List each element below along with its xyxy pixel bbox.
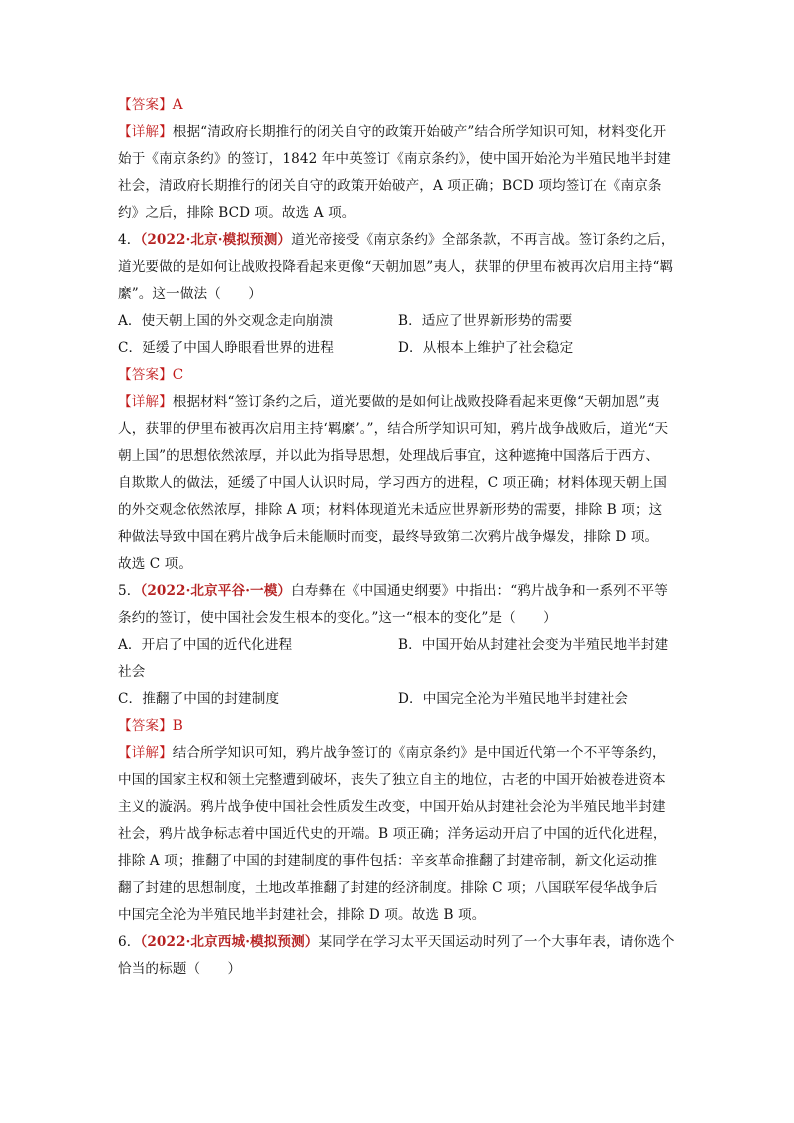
answer-value: C xyxy=(172,367,184,383)
q5-detail-line: 【详解】结合所学知识可知，鸦片战争签订的《南京条约》是中国近代第一个不平等条约， xyxy=(118,745,666,761)
question-source: （2022·北京西城·模拟预测） xyxy=(140,934,319,950)
q4-stem-line: 縻”。这一做法（ ） xyxy=(118,286,262,302)
q4-detail-line: 自欺欺人的做法，延缓了中国人认识时局，学习西方的进程，C 项正确；材料体现天朝上国 xyxy=(118,475,667,491)
question-source: （2022·北京平谷·一模） xyxy=(140,583,292,599)
q5-detail-line: 翻了封建的思想制度，土地改革推翻了封建的经济制度。排除 C 项；八国联军侵华战争后 xyxy=(118,880,658,896)
q4-detail-line: 朝上国”的思想依然浓厚，并以此为指导思想，处理战后事宜，这种遮掩中国落后于西方、 xyxy=(118,448,660,464)
q5-options-row xyxy=(118,632,676,659)
q4-answer xyxy=(118,362,676,389)
answer-tag: 【答案】 xyxy=(118,718,173,734)
option-a: A．开启了中国的近代化进程 xyxy=(118,637,293,653)
question-number: 5． xyxy=(118,583,141,599)
q3-detail-line: 始于《南京条约》的签订，1842 年中英签订《南京条约》，使中国开始沦为半殖民地半封建 xyxy=(118,151,671,167)
option-d: D．从根本上维护了社会稳定 xyxy=(398,340,574,356)
q3-detail-line: 社会，清政府长期推行的闭关自守的政策开始破产，A 项正确；BCD 项均签订在《南京条 xyxy=(118,178,662,194)
q4-detail-line: 种做法导致中国在鸦片战争后未能顺时而变，最终导致第二次鸦片战争爆发，排除 D 项。 xyxy=(118,529,659,545)
q5-detail-line: 排除 A 项；推翻了中国的封建制度的事件包括：辛亥革命推翻了封建帝制，新文化运动推 xyxy=(118,853,658,869)
q5-stem-line: 条约的签订，使中国社会发生根本的变化。”这一“根本的变化”是（ ） xyxy=(118,610,557,626)
option-c: C．延缓了中国人睁眼看世界的进程 xyxy=(118,340,334,356)
q5-detail-line: 主义的漩涡。鸦片战争使中国社会性质发生改变，中国开始从封建社会沦为半殖民地半封建 xyxy=(118,799,666,815)
q5-detail-line: 社会，鸦片战争标志着中国近代史的开端。B 项正确；洋务运动开启了中国的近代化进程， xyxy=(118,826,667,842)
option-d: D．中国完全沦为半殖民地半封建社会 xyxy=(398,691,629,707)
question-number: 4． xyxy=(118,232,141,248)
q4-detail-line: 的外交观念依然浓厚，排除 A 项；材料体现道光未适应世界新形势的需要，排除 B 项；这 xyxy=(118,502,663,518)
q4-detail-line: 故选 C 项。 xyxy=(118,556,193,572)
q6-stem-line: 恰当的标题（ ） xyxy=(118,961,242,977)
question-source: （2022·北京·模拟预测） xyxy=(140,232,292,248)
q5-answer xyxy=(118,713,676,740)
q5-options-row xyxy=(118,686,676,713)
q4-options-row xyxy=(118,335,676,362)
answer-value: A xyxy=(172,97,183,113)
option-b-continued: 社会 xyxy=(118,664,146,680)
q3-detail-line: 约》之后，排除 BCD 项。故选 A 项。 xyxy=(118,205,356,221)
q4-stem: 4．（2022·北京·模拟预测）道光帝接受《南京条约》全部条款，不再言战。签订条约之后， xyxy=(118,232,675,248)
q3-detail-line: 【详解】根据“清政府长期推行的闭关自守的政策开始破产”结合所学知识可知，材料变化开 xyxy=(118,124,667,140)
answer-value: B xyxy=(172,718,183,734)
detail-tag: 【详解】 xyxy=(118,394,173,410)
q5-stem: 5．（2022·北京平谷·一模）白寿彝在《中国通史纲要》中指出：“鸦片战争和一系列不平等 xyxy=(118,583,668,599)
detail-tag: 【详解】 xyxy=(118,124,173,140)
option-b: B．适应了世界新形势的需要 xyxy=(398,313,573,329)
q4-detail-line: 人，获罪的伊里布被再次启用主持‘羁縻’。”，结合所学知识可知，鸦片战争战败后，道光“天 xyxy=(118,421,669,437)
option-c: C．推翻了中国的封建制度 xyxy=(118,691,280,707)
q4-options-row xyxy=(118,308,676,335)
document-page xyxy=(118,92,676,983)
q4-stem-line: 道光要做的是如何让战败投降看起来更像“天朝加恩”夷人，获罪的伊里布被再次启用主持“羁 xyxy=(118,259,674,275)
q6-stem: 6．（2022·北京西城·模拟预测）某同学在学习太平天国运动时列了一个大事年表，请你选个 xyxy=(118,934,675,950)
q5-detail-line: 中国完全沦为半殖民地半封建社会，排除 D 项。故选 B 项。 xyxy=(118,907,486,923)
option-a: A．使天朝上国的外交观念走向崩溃 xyxy=(118,313,334,329)
answer-tag: 【答案】 xyxy=(118,97,173,113)
option-b: B．中国开始从封建社会变为半殖民地半封建 xyxy=(398,637,669,653)
answer-tag: 【答案】 xyxy=(118,367,173,383)
q3-answer xyxy=(118,92,676,119)
q5-detail-line: 中国的国家主权和领土完整遭到破坏，丧失了独立自主的地位，古老的中国开始被卷进资本 xyxy=(118,772,666,788)
detail-tag: 【详解】 xyxy=(118,745,173,761)
q4-detail-line: 【详解】根据材料“签订条约之后，道光要做的是如何让战败投降看起来更像“天朝加恩”夷 xyxy=(118,394,660,410)
question-number: 6． xyxy=(118,934,141,950)
